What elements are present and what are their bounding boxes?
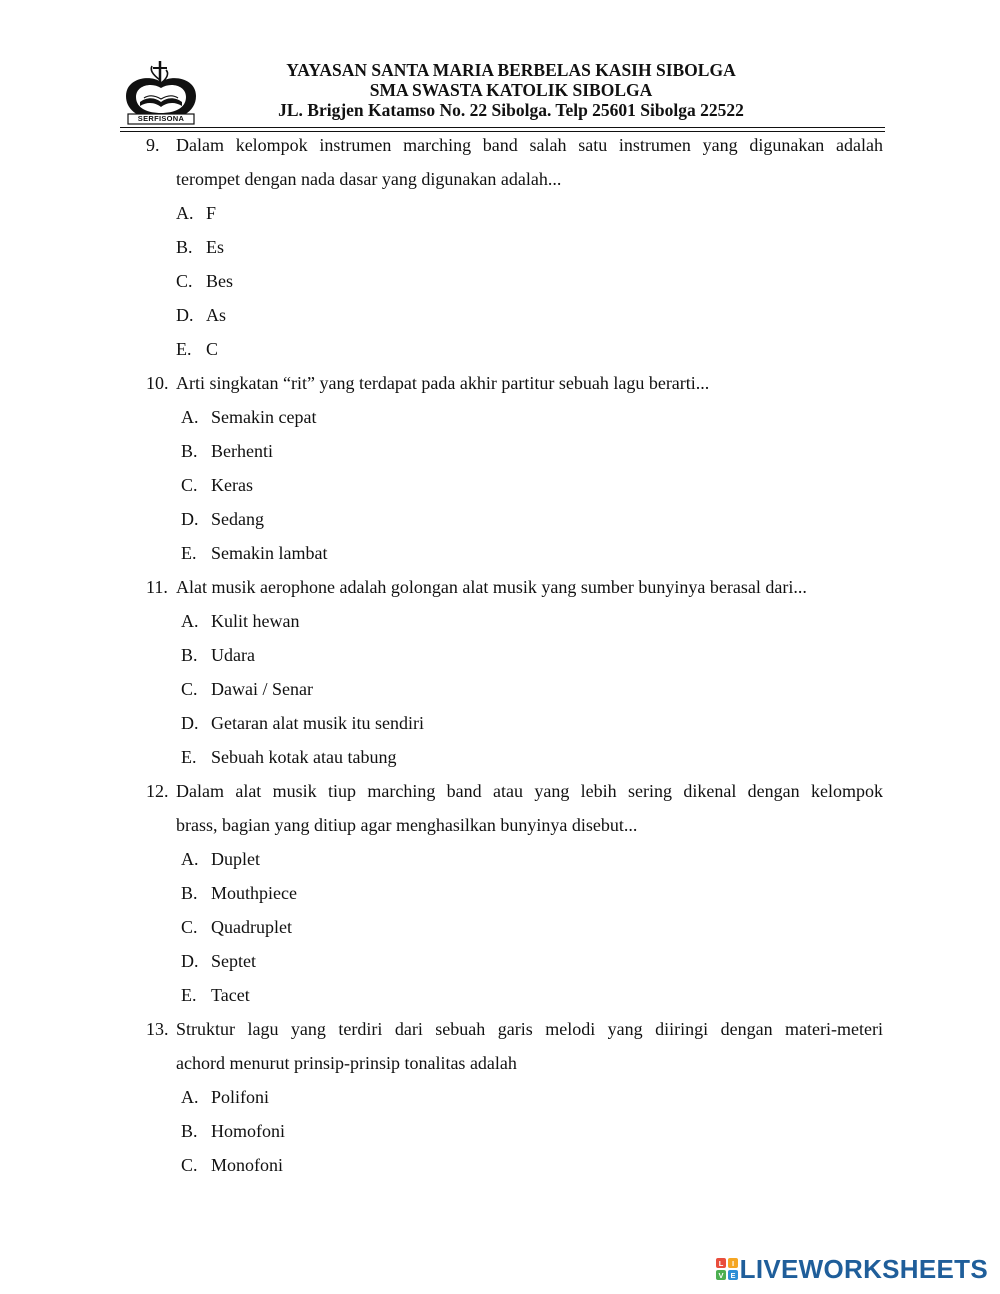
option-list bbox=[146, 604, 883, 774]
option-b[interactable]: B. Berhenti bbox=[181, 441, 273, 461]
option-list bbox=[146, 842, 883, 1012]
question-13 bbox=[146, 1012, 883, 1182]
question-text: Dalam kelompok instrumen marching band salah satu instrumen yang digunakan adalah bbox=[176, 135, 883, 155]
question-10 bbox=[146, 366, 883, 570]
letterhead bbox=[120, 56, 885, 130]
icon-letter: E bbox=[730, 1271, 736, 1280]
question-number: 12. bbox=[146, 781, 169, 801]
icon-letter: I bbox=[731, 1259, 734, 1268]
option-b[interactable]: B. Mouthpiece bbox=[181, 883, 297, 903]
question-text: Alat musik aerophone adalah golongan alat musik yang sumber bunyinya berasal dari... bbox=[176, 577, 807, 597]
option-e[interactable]: E. Tacet bbox=[181, 985, 250, 1005]
question-text-continued: achord menurut prinsip-prinsip tonalitas adalah bbox=[176, 1053, 517, 1073]
option-list bbox=[146, 400, 883, 570]
option-d[interactable]: D. Septet bbox=[181, 951, 256, 971]
option-a[interactable]: A. Polifoni bbox=[181, 1087, 270, 1107]
option-b[interactable]: B. Udara bbox=[181, 645, 255, 665]
option-list bbox=[146, 196, 883, 366]
school-name: SMA SWASTA KATOLIK SIBOLGA bbox=[369, 80, 653, 100]
option-d[interactable]: D. Getaran alat musik itu sendiri bbox=[181, 713, 424, 733]
question-text: Dalam alat musik tiup marching band atau yang lebih sering dikenal dengan kelompok bbox=[176, 781, 883, 801]
question-text: Struktur lagu yang terdiri dari sebuah garis melodi yang diiringi dengan materi-meteri bbox=[176, 1019, 883, 1039]
foundation-name: YAYASAN SANTA MARIA BERBELAS KASIH SIBOLGA bbox=[286, 60, 736, 80]
option-b[interactable]: B. Es bbox=[176, 237, 224, 257]
option-a[interactable]: A. Semakin cepat bbox=[181, 407, 317, 427]
liveworksheets-wordmark: LIVEWORKSHEETS bbox=[739, 1253, 988, 1284]
option-e[interactable]: E. Sebuah kotak atau tabung bbox=[181, 747, 397, 767]
icon-letter: V bbox=[718, 1271, 724, 1280]
question-list bbox=[146, 128, 883, 1182]
school-logo bbox=[122, 58, 200, 126]
option-d[interactable]: D. As bbox=[176, 305, 227, 325]
question-text: Arti singkatan “rit” yang terdapat pada akhir partitur sebuah lagu berarti... bbox=[176, 373, 710, 393]
letterhead-text bbox=[220, 60, 802, 120]
option-c[interactable]: C. Quadruplet bbox=[181, 917, 292, 937]
question-text-continued: brass, bagian yang ditiup agar menghasilkan bunyinya disebut... bbox=[176, 815, 638, 835]
liveworksheets-brand[interactable] bbox=[716, 1254, 988, 1284]
question-number: 11. bbox=[146, 577, 168, 597]
option-d[interactable]: D. Sedang bbox=[181, 509, 264, 529]
question-11 bbox=[146, 570, 883, 774]
option-e[interactable]: E. C bbox=[176, 339, 219, 359]
option-a[interactable]: A. F bbox=[176, 203, 217, 223]
option-a[interactable]: A. Duplet bbox=[181, 849, 260, 869]
school-address: JL. Brigjen Katamso No. 22 Sibolga. Telp 25601 Sibolga 22522 bbox=[278, 100, 744, 120]
question-9 bbox=[146, 128, 883, 366]
option-c[interactable]: C. Keras bbox=[181, 475, 253, 495]
question-number: 13. bbox=[146, 1019, 169, 1039]
option-b[interactable]: B. Homofoni bbox=[181, 1121, 285, 1141]
option-c[interactable]: C. Bes bbox=[176, 271, 233, 291]
option-e[interactable]: E. Semakin lambat bbox=[181, 543, 328, 563]
option-a[interactable]: A. Kulit hewan bbox=[181, 611, 300, 631]
question-number: 10. bbox=[146, 373, 169, 393]
logo-banner-text: SERFISONA bbox=[137, 114, 185, 123]
question-12 bbox=[146, 774, 883, 1012]
question-number: 9. bbox=[146, 135, 160, 155]
question-text-continued: terompet dengan nada dasar yang digunakan adalah... bbox=[176, 169, 562, 189]
option-c[interactable]: C. Dawai / Senar bbox=[181, 679, 313, 699]
option-c[interactable]: C. Monofoni bbox=[181, 1155, 283, 1175]
option-list bbox=[146, 1080, 883, 1182]
liveworksheets-logo-icon bbox=[716, 1258, 738, 1280]
icon-letter: L bbox=[718, 1259, 723, 1268]
